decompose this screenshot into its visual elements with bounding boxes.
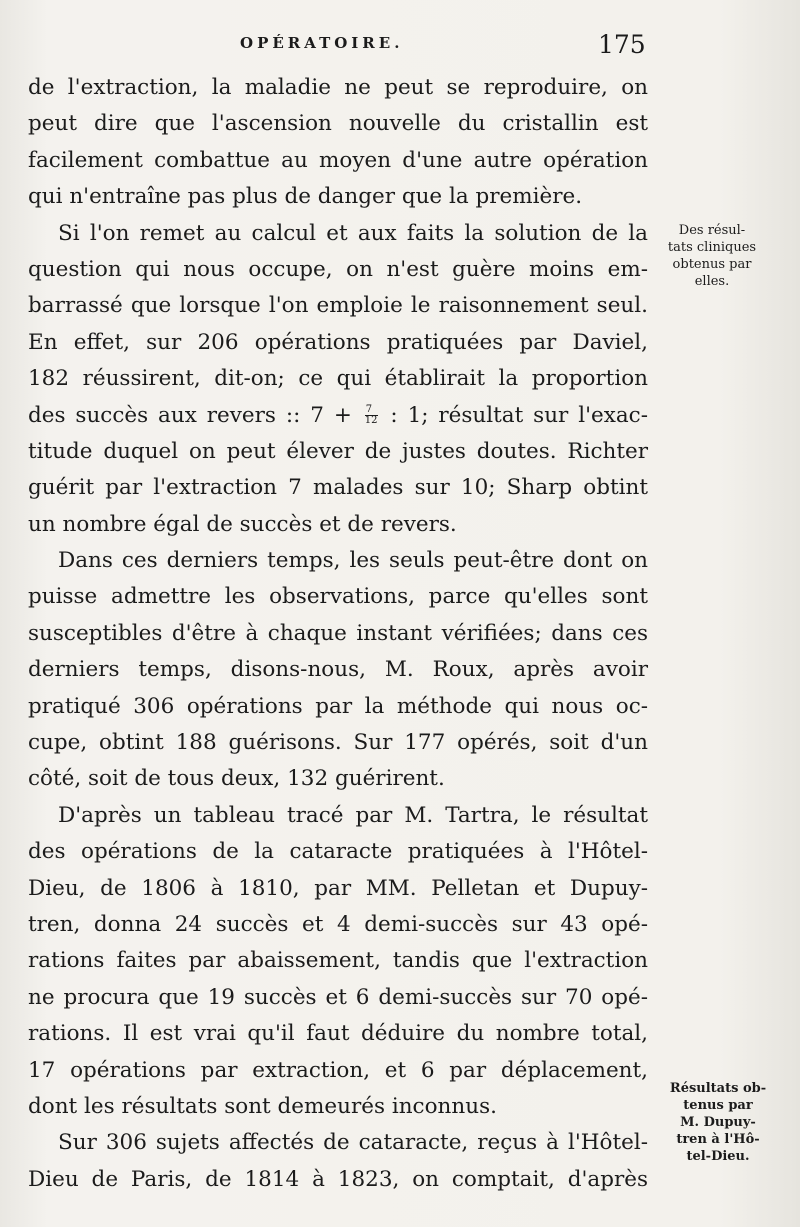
text-line: question qui nous occupe, on n'est guère moins em- <box>28 256 648 282</box>
text-line: de l'extraction, la maladie ne peut se reproduire, on <box>28 75 648 100</box>
margin-note-line: tats cliniques <box>667 240 757 255</box>
margin-note-line: elles. <box>694 274 730 289</box>
page-number: 175 <box>598 30 646 59</box>
text-line: Dieu, de 1806 à 1810, par MM. Pelletan et Dupuy- <box>28 875 648 901</box>
margin-note-line: Résultats ob- <box>669 1081 767 1096</box>
text-line: tren, donna 24 succès et 4 demi-succès sur 43 opé- <box>28 911 648 937</box>
margin-note-line: obtenus par <box>672 257 752 272</box>
text-line: pratiqué 306 opérations par la méthode qui nous oc- <box>28 693 648 719</box>
margin-note-line: Des résul- <box>678 223 746 238</box>
text-line: côté, soit de tous deux, 132 guérirent. <box>28 766 445 792</box>
fraction-line-after: : 1; résultat sur l'exac- <box>380 402 648 428</box>
text-line: un nombre égal de succès et de revers. <box>28 511 457 537</box>
text-line: 182 réussirent, dit-on; ce qui établirait la proportion <box>28 366 648 392</box>
paragraph-start-line: Si l'on remet au calcul et aux faits la solution de la <box>58 220 648 246</box>
paragraph-start-line: D'après un tableau tracé par M. Tartra, le résultat <box>58 802 648 828</box>
margin-note-line: tren à l'Hô- <box>676 1132 760 1147</box>
margin-note-dupuytren-results <box>658 1080 778 1165</box>
margin-note-line: tel-Dieu. <box>686 1149 750 1164</box>
text-line: En effet, sur 206 opérations pratiquées par Daviel, <box>28 329 648 355</box>
fraction-numerator: 7 <box>365 405 378 416</box>
running-title: OPÉRATOIRE. <box>240 34 404 52</box>
text-line: 17 opérations par extraction, et 6 par déplacement, <box>28 1057 648 1083</box>
fraction-line-before: des succès aux revers :: 7 + <box>28 402 362 428</box>
text-line: des opérations de la cataracte pratiquées à l'Hôtel- <box>28 839 648 865</box>
text-line: titude duquel on peut élever de justes doutes. Richter <box>28 438 648 464</box>
text-line: peut dire que l'ascension nouvelle du cristallin est <box>28 111 648 137</box>
fraction <box>365 405 378 426</box>
text-line: ne procura que 19 succès et 6 demi-succès sur 70 opé- <box>28 984 648 1010</box>
body-text <box>28 70 648 1198</box>
text-line: guérit par l'extraction 7 malades sur 10; Sharp obtint <box>28 475 648 501</box>
margin-note-line: tenus par <box>683 1098 753 1113</box>
text-line: susceptibles d'être à chaque instant vérifiées; dans ces <box>28 620 648 646</box>
text-line: rations. Il est vrai qu'il faut déduire du nombre total, <box>28 1021 648 1047</box>
text-line: qui n'entraîne pas plus de danger que la première. <box>28 184 583 210</box>
paragraph-start-line: Sur 306 sujets affectés de cataracte, reçus à l'Hôtel- <box>58 1130 648 1156</box>
text-line: puisse admettre les observations, parce qu'elles sont <box>28 584 648 610</box>
fraction-denominator: 12 <box>364 415 378 427</box>
text-line: rations faites par abaissement, tandis que l'extraction <box>28 948 648 974</box>
text-line: cupe, obtint 188 guérisons. Sur 177 opérés, soit d'un <box>28 730 648 756</box>
margin-note-clinical-results <box>652 222 772 290</box>
text-line: Dieu de Paris, de 1814 à 1823, on comptait, d'après <box>28 1166 648 1192</box>
text-line: dont les résultats sont demeurés inconnus. <box>28 1093 497 1119</box>
text-line: barrassé que lorsque l'on emploie le raisonnement seul. <box>28 293 648 319</box>
margin-note-line: M. Dupuy- <box>680 1115 756 1130</box>
fraction-line <box>28 398 648 434</box>
text-line: facilement combattue au moyen d'une autre opération <box>28 147 648 173</box>
paragraph-start-line: Dans ces derniers temps, les seuls peut-être dont on <box>58 548 648 574</box>
text-line: derniers temps, disons-nous, M. Roux, après avoir <box>28 657 648 683</box>
running-head <box>0 30 800 60</box>
